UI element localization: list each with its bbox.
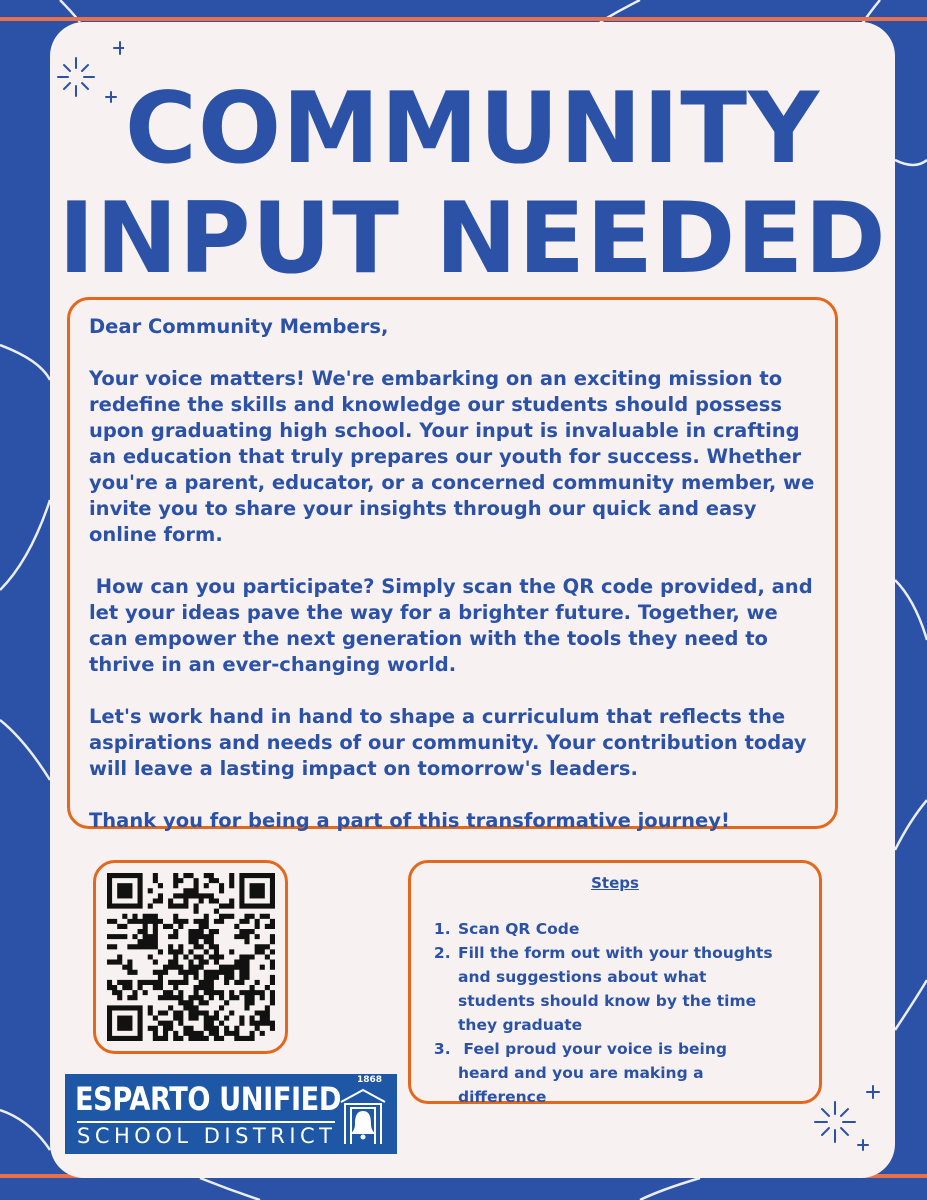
letter-paragraph-4: Thank you for being a part of this transformative journey! (89, 809, 730, 832)
qr-code-frame (93, 860, 288, 1054)
page-title-line-1: COMMUNITY (124, 72, 821, 186)
bell-icon (337, 1084, 389, 1146)
letter-paragraph-2: How can you participate? Simply scan the QR code provided, and let your ideas pave the way for a brighter future. Together, we can empower the next generation with the tools they need to thrive in an ever-changing world. (89, 575, 820, 676)
steps-title: Steps (591, 874, 639, 892)
steps-list (411, 917, 776, 1109)
steps-box (408, 860, 822, 1104)
page-title-line-2: INPUT NEEDED (58, 182, 887, 296)
letter-paragraph-1: Your voice matters! We're embarking on an exciting mission to redefine the skills and knowledge our students should possess upon graduating high school. Your input is invaluable in crafting an education that truly prepares our youth for success. Whether you're a parent, educator, or a concerned community member, we invite you to share your insights through our quick and easy online form. (89, 367, 815, 546)
qr-code[interactable] (107, 873, 275, 1041)
step-item: 3. Feel proud your voice is being heard and you are making a difference (456, 1037, 776, 1109)
flyer-card (50, 22, 895, 1178)
logo-subtitle: SCHOOL DISTRICT (77, 1124, 337, 1148)
logo-divider (77, 1121, 335, 1123)
sparkle-icon (805, 1078, 885, 1158)
letter-greeting: Dear Community Members, (89, 315, 389, 338)
top-orange-rule (0, 17, 927, 21)
district-logo (65, 1074, 397, 1154)
letter-box (67, 297, 838, 832)
step-item: 2. Fill the form out with your thoughts and suggestions about what students should know by the time they graduate (456, 941, 776, 1037)
letter-paragraph-3: Let's work hand in hand to shape a curriculum that reflects the aspirations and needs of our community. Your contribution today will leave a lasting impact on tomorrow's leaders. (89, 705, 807, 780)
step-item: 1. Scan QR Code (456, 917, 776, 941)
logo-year: 1868 (357, 1075, 383, 1085)
logo-name: ESPARTO UNIFIED (75, 1080, 341, 1118)
